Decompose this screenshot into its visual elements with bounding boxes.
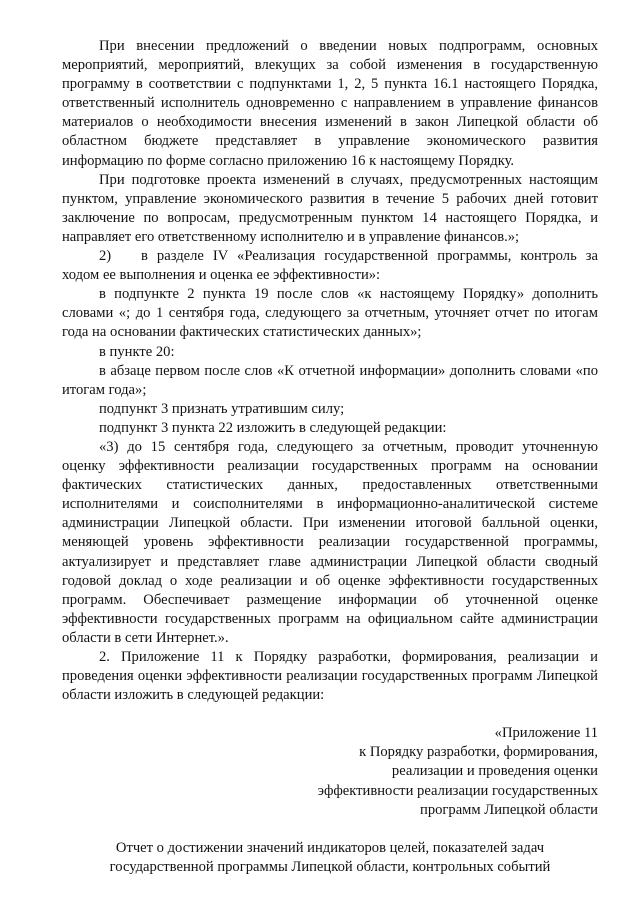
paragraph: При внесении предложений о введении новых подпрограмм, основных мероприятий, мероприятий, влекущих за собой изменения в государственную программу в соответствии с подпунктами 1, 2, 5 пункта 16.1 настоящего Порядка, ответственный исполнитель одновременно с направлением в управление финансов материалов о необходимости внесения изменений в закон Липецкой области об областном бюджете представляет в управление экономического развития информацию по форме согласно приложению 16 к настоящему Порядку. [62,38,598,169]
item-text: в разделе IV «Реализация государственной программы, контроль за ходом ее выполнения и оценка ее эффективности»: [62,248,598,284]
paragraph: подпункт 3 признать утратившим силу; [99,400,345,417]
paragraph: в пункте 20: [99,343,175,360]
appendix-line: программ Липецкой области [420,801,598,818]
paragraph: «3) до 15 сентября года, следующего за отчетным, проводит уточненную оценку эффективности реализации государственных программ на основании фактических статистических данных, предоставленных ответственными исполнителями и соисполнителями в информационно-аналитической системе администрации Липецкой области. При изменении итоговой балльной оценки, меняющей уровень эффективности реализации государственной программы, актуализирует и представляет главе администрации Липецкой области сводный годовой доклад о ходе реализации и об оценке эффективности государственных программ. Обеспечивает размещение информации об уточненной оценке эффективности государственных программ на официальном сайте администрации области в сети Интернет.». [62,438,598,646]
paragraph: в абзаце первом после слов «К отчетной информации» дополнить словами «по итогам года»; [62,362,598,398]
appendix-line: к Порядку разработки, формирования, [359,744,598,761]
paragraph: в подпункте 2 пункта 19 после слов «к настоящему Порядку» дополнить словами «; до 1 сентября года, следующего за отчетным, уточняет отчет по итогам года на основании фактических статистических данных»; [62,286,598,341]
report-title-line: государственной программы Липецкой области, контрольных событий [109,858,551,875]
appendix-line: реализации и проведения оценки [391,763,598,780]
item-number: 2) [99,248,112,265]
appendix-header [62,724,598,819]
document-page [62,37,598,877]
report-title [62,839,598,877]
report-title-line: Отчет о достижении значений индикаторов целей, показателей задач [115,839,545,856]
list-item [62,247,598,285]
appendix-line: «Приложение 11 [494,725,598,742]
paragraph: подпункт 3 пункта 22 изложить в следующей редакции: [99,419,447,436]
appendix-line: эффективности реализации государственных [317,782,598,799]
paragraph: 2. Приложение 11 к Порядку разработки, формирования, реализации и проведения оценки эффективности реализации государственных программ Липецкой области изложить в следующей редакции: [62,649,598,704]
paragraph: При подготовке проекта изменений в случаях, предусмотренных настоящим пунктом, управление экономического развития в течение 5 рабочих дней готовит заключение по вопросам, предусмотренным пунктом 14 настоящего Порядка, и направляет его ответственному исполнителю и в управление финансов.»; [62,171,598,245]
